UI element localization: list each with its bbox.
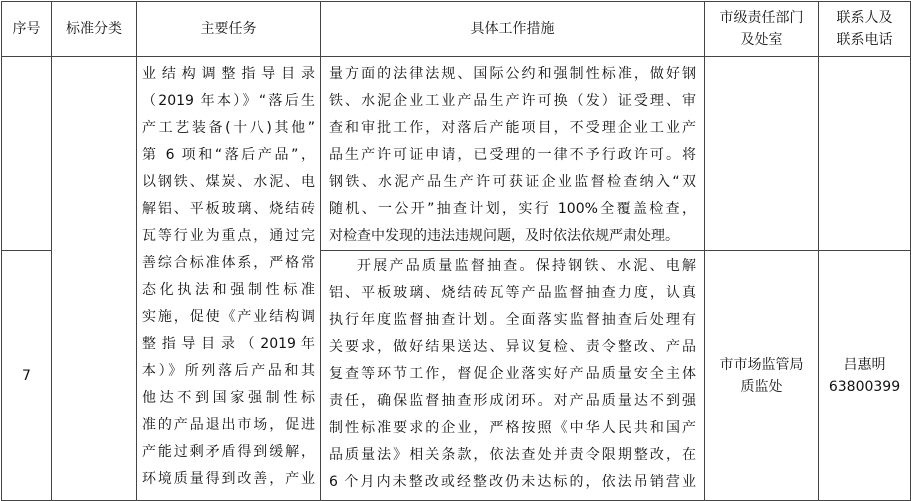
department-line-2: 质监处 [740,378,783,395]
task-line: 瓦等行业为重点，通过完 [142,228,315,244]
task-line: 第 6 项和“落后产品”， [142,147,315,163]
header-department-line-1: 市级责任部门 [719,10,804,26]
task-line: 解铝、平板玻璃、烧结砖 [142,201,315,217]
measures-line: 查和审批工作，对落后产能项目，不受理企业工业产 [329,120,696,136]
measures-line: 执行年度监督抽查计划。全面落实监督抽查后处理有 [329,312,696,328]
task-line: 准的产品退出市场，促进 [142,417,315,433]
header-department-line-2: 及处室 [740,32,783,48]
measures-cell [321,251,705,501]
measures-line: 6 个月内未整改或经整改仍未达标的，依法吊销营业 [329,474,696,490]
measures-line: 制性标准要求的企业，严格按照《中华人民共和国产 [329,420,696,436]
department-line-1: 市市场监管局 [719,356,804,373]
measures-line: 量方面的法律法规、国际公约和强制性标准，做好钢 [329,66,696,82]
contact-cell-previous [819,57,911,251]
department-cell-previous [705,57,819,251]
header-task: 主要任务 [137,2,321,57]
measures-line: 钢铁、水泥产品生产许可获证企业监督检查纳入“双 [329,174,696,190]
work-measures-table [1,1,911,501]
header-department [705,2,819,57]
measures-line: 铁、水泥企业工业产品生产许可换（发）证受理、审 [329,93,696,109]
task-line: 业结构调整指导目录 [142,66,315,82]
header-measures: 具体工作措施 [321,2,705,57]
task-line: 他达不到国家强制性标 [142,390,315,406]
measures-cell-previous [321,57,705,251]
measures-line: 复查等环节工作，督促企业落实好产品质量安全主体 [329,366,696,382]
header-row [2,2,911,57]
category-cell [52,57,137,501]
task-line: 态化执法和强制性标准 [142,282,315,298]
header-category: 标准分类 [52,2,137,57]
contact-cell [819,251,911,501]
task-line: 实施，促使《产业结构调 [142,309,315,325]
measures-line: 随机、一公开”抽查计划，实行 100%全覆盖检查， [329,201,696,217]
header-serial: 序号 [2,2,52,57]
header-contact [819,2,911,57]
table-row-previous [2,57,911,251]
serial-cell: 7 [2,251,52,501]
contact-name: 吕惠明 [843,356,886,373]
header-contact-line-2: 联系电话 [836,32,893,48]
task-cell [137,57,321,501]
measures-line: 责任，确保监督抽查形成闭环。对产品质量达不到强 [329,393,696,409]
task-line: 善综合标准体系，严格常 [142,255,315,271]
contact-phone: 63800399 [828,378,901,395]
task-line: （2019 年本）》“落后生 [142,93,315,109]
header-contact-line-1: 联系人及 [836,10,893,26]
department-cell [705,251,819,501]
measures-line: 开展产品质量监督抽查。保持钢铁、水泥、电解 [357,258,696,274]
task-line: 产工艺装备(十八)其他” [142,120,315,136]
measures-line: 铝、平板玻璃、烧结砖瓦等产品监督抽查力度，认真 [329,285,696,301]
serial-cell-previous [2,57,52,251]
task-line: 本）》所列落后产品和其 [142,363,315,379]
task-line: 整 指 导 目 录 （ 2019 年 [142,336,315,352]
measures-line: 品质量法》相关条款，依法查处并责令限期整改，在 [329,447,696,463]
task-line: 产能过剩矛盾得到缓解， [142,444,315,460]
measures-line: 对检查中发现的违法违规问题，及时依法依规严肃处理。 [329,228,679,244]
task-line: 环境质量得到改善，产业 [142,471,315,487]
task-line: 以钢铁、煤炭、水泥、电 [142,174,315,190]
measures-line: 关要求，做好结果送达、异议复检、责令整改、产品 [329,339,696,355]
measures-line: 品生产许可证申请，已受理的一律不予行政许可。将 [329,147,696,163]
